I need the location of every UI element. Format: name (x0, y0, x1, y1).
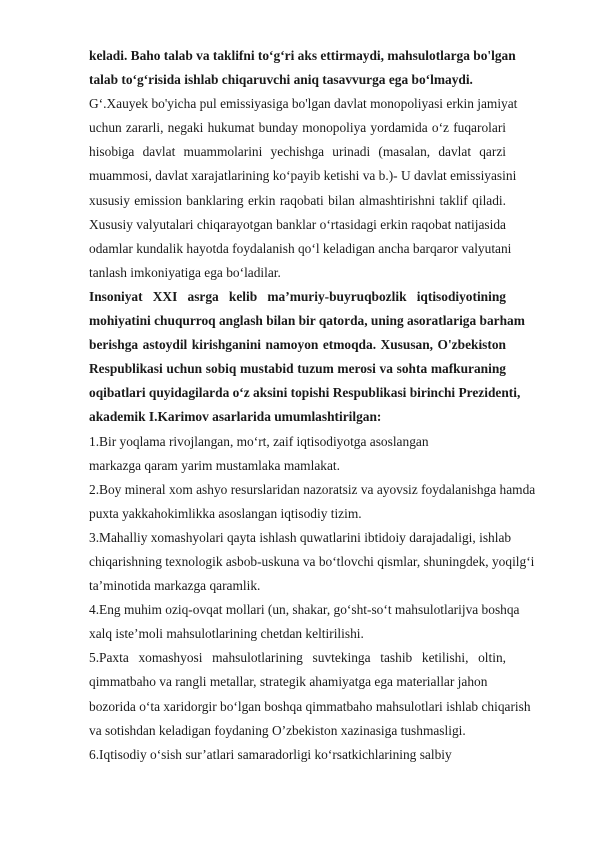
text-line: berishga astoydil kirishganini namoyon etmoqda. Xususan, O'zbekiston (89, 337, 506, 353)
text-line: Xususiy valyutalari chiqarayotgan banklar o‘rtasidagi erkin raqobat natijasida (89, 216, 506, 232)
text-line: va sotishdan keladigan foydaning O’zbekiston xazinasiga tushmasligi. (89, 722, 466, 738)
text-line: keladi. Baho talab va taklifni to‘g‘ri aks ettirmaydi, mahsulotlarga bo'lgan (89, 48, 516, 63)
text-line: markazga qaram yarim mustamlaka mamlakat. (89, 457, 340, 473)
text-line: tanlash imkoniyatiga ega bo‘ladilar. (89, 264, 281, 280)
text-line: Insoniyat XXI asrga kelib ma’muriy-buyruqbozlik iqtisodiyotining (89, 288, 506, 304)
document-body (89, 44, 536, 767)
text-line: 2.Boy mineral xom ashyo resurslaridan nazoratsiz va ayovsiz foydalanishga hamda (89, 481, 536, 497)
text-line: bozorida o‘ta xaridorgir bo‘lgan boshqa qimmatbaho mahsulotlari ishlab chiqarish (89, 698, 531, 714)
text-line: 4.Eng muhim oziq-ovqat mollari (un, shakar, go‘sht-so‘t mahsulotlarijva boshqa (89, 602, 520, 618)
text-line: chiqarishning texnologik asbob-uskuna va bo‘tlovchi qismlar, shuningdek, yoqilg‘i (89, 553, 535, 569)
text-line: puxta yakkahokimlikka asoslangan iqtisodiy tizim. (89, 505, 362, 521)
text-line: muammosi, davlat xarajatlarining ko‘payib ketishi va b.)- U davlat emissiyasini (89, 168, 517, 184)
text-line: Respublikasi uchun sobiq mustabid tuzum merosi va sohta mafkuraning (89, 361, 506, 377)
text-line: akademik I.Karimov asarlarida umumlashtirilgan: (89, 409, 382, 425)
text-line: 3.Mahalliy xomashyolari qayta ishlash quwatlarini ibtidoiy darajadaligi, ishlab (89, 529, 512, 545)
text-line: xususiy emission banklaring erkin raqobati bilan almashtirishni taklif qiladi. (89, 192, 506, 208)
text-line: odamlar kundalik hayotda foydalanish qo‘l keladigan ancha barqaror valyutani (89, 240, 512, 256)
text-line: uchun zararli, negaki hukumat bunday monopoliya yordamida o‘z fuqarolari (89, 120, 506, 136)
text-line: 1.Bir yoqlama rivojlangan, mo‘rt, zaif iqtisodiyotga asoslangan (89, 433, 429, 449)
text-line: mohiyatini chuqurroq anglash bilan bir qatorda, uning asoratlariga barham (89, 313, 525, 329)
text-line: oqibatlari quyidagilarda o‘z aksini topishi Respublikasi birinchi Prezidenti, (89, 385, 521, 401)
text-line: G‘.Xauyek bo'yicha pul emissiyasiga bo'lgan davlat monopoliyasi erkin jamiyat (89, 96, 518, 112)
text-line: 6.Iqtisodiy o‘sish sur’atlari samaradorligi ko‘rsatkichlarining salbiy (89, 746, 452, 762)
text-line: 5.Paxta xomashyosi mahsulotlarining suvtekinga tashib ketilishi, oltin, (89, 650, 506, 666)
text-line: talab to‘g‘risida ishlab chiqaruvchi aniq tasavvurga ega bo‘lmaydi. (89, 72, 473, 88)
text-line: hisobiga davlat muammolarini yechishga urinadi (masalan, davlat qarzi (89, 144, 506, 160)
text-line: ta’minotida markazga qaramlik. (89, 578, 261, 594)
text-line: qimmatbaho va rangli metallar, strategik ahamiyatga ega materiallar jahon (89, 674, 488, 690)
text-line: xalq iste’moli mahsulotlarining chetdan keltirilishi. (89, 626, 364, 642)
